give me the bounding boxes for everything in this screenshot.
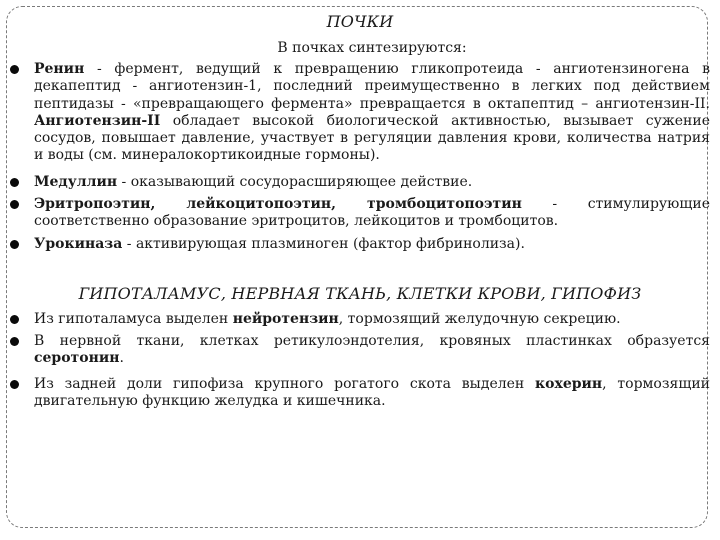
neurotensin-post: , тормозящий желудочную секрецию. [338, 311, 621, 327]
bullet-icon [10, 65, 19, 74]
coherin-post: , тормозящий двигательную функцию желудка и кишечника. [34, 376, 710, 410]
bullet-icon [10, 200, 19, 209]
poietins-text: - стимулирующие соответственно образование эритроцитов, лейкоцитов и тромбоцитов. [34, 196, 710, 230]
bullet-icon [10, 315, 19, 324]
term-serotonin: серотонин [34, 350, 120, 367]
section-title-kidneys: ПОЧКИ [326, 12, 394, 31]
term-renin: Ренин [34, 61, 85, 77]
term-neurotensin: нейротензин [232, 311, 339, 327]
term-coherin: кохерин [535, 376, 603, 392]
coherin-pre: Из задней доли гипофиза крупного рогатого скота выделен [34, 376, 536, 392]
list-item-poietins [34, 196, 710, 231]
term-poietins: Эритропоэтин, лейкоцитопоэтин, тромбоцитопоэтин [34, 196, 522, 212]
bullet-icon [10, 178, 19, 187]
list-item-urokinase [34, 236, 710, 253]
bullet-icon [10, 240, 19, 249]
section-title-hypothalamus: ГИПОТАЛАМУС, НЕРВНАЯ ТКАНЬ, КЛЕТКИ КРОВИ, ГИПОФИЗ [78, 284, 642, 303]
bullet-icon [10, 337, 19, 346]
kidneys-intro: В почках синтезируются: [277, 40, 467, 56]
term-angiotensin-2: Ангиотензин-II [34, 112, 161, 129]
term-medullin: Медуллин [34, 174, 118, 190]
list-item-coherin [34, 376, 710, 411]
neurotensin-pre: Из гипоталамуса выделен [34, 311, 233, 327]
list-item-serotonin [34, 333, 710, 368]
term-urokinase: Урокиназа [34, 236, 123, 252]
urokinase-text: - активирующая плазминоген (фактор фибринолиза). [122, 236, 525, 252]
list-item-neurotensin [34, 311, 710, 328]
serotonin-post: . [119, 350, 124, 367]
serotonin-pre: В нервной ткани, клетках ретикулоэндотелия, кровяных пластинках образуется [34, 333, 710, 349]
renin-text: - фермент, ведущий к превращению гликопротеида - ангиотензиногена в декапептид - ангиотензин-1, последний преимущественно в легких под действием пептидазы - «превращающего фермента» превращается в октапептид – ангиотензин-II. [34, 61, 710, 112]
list-item-renin [34, 61, 710, 165]
bullet-icon [10, 380, 19, 389]
medullin-text: - оказывающий сосудорасширяющее действие. [117, 174, 473, 190]
list-item-medullin [34, 174, 710, 191]
angiotensin-text: обладает высокой биологической активностью, вызывает сужение сосудов, повышает давление, участвует в регуляции давления крови, количества натрия и воды (см. минералокортикоидные гормоны). [34, 112, 710, 164]
